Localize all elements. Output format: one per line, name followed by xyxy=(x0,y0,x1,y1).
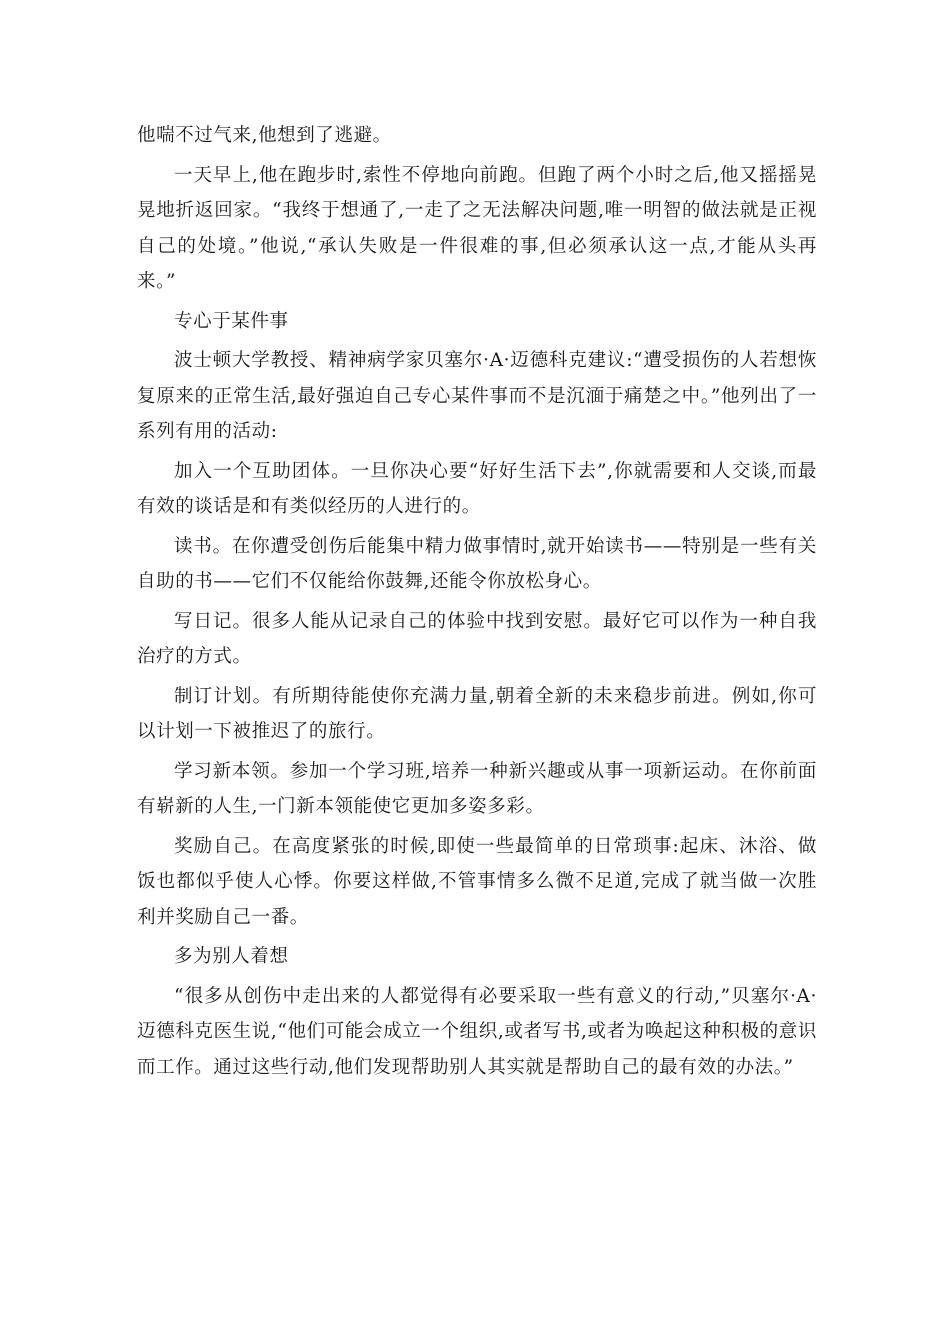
paragraph: 制订计划。有所期待能使你充满力量,朝着全新的未来稳步前进。例如,你可以计划一下被推迟了的旅行。 xyxy=(137,685,817,742)
paragraph: 奖励自己。在高度紧张的时候,即使一些最简单的日常琐事:起床、沐浴、做饭也都似乎使人心悸。你要这样做,不管事情多么微不足道,完成了就当做一次胜利并奖励自己一番。 xyxy=(137,835,817,928)
paragraph: 学习新本领。参加一个学习班,培养一种新兴趣或从事一项新运动。在你前面有崭新的人生,一门新本领能使它更加多姿多彩。 xyxy=(137,760,817,817)
paragraph: 加入一个互助团体。一旦你决心要“好好生活下去”,你就需要和人交谈,而最有效的谈话是和有类似经历的人进行的。 xyxy=(137,460,817,517)
paragraph: 他喘不过气来,他想到了逃避。 xyxy=(137,125,392,146)
paragraph: 一天早上,他在跑步时,索性不停地向前跑。但跑了两个小时之后,他又摇摇晃晃地折返回家。“我终于想通了,一走了之无法解决问题,唯一明智的做法就是正视自己的处境。”他说,“承认失败是一件很难的事,但必须承认这一点,才能从头再来。” xyxy=(137,164,817,292)
paragraph: 读书。在你遭受创伤后能集中精力做事情时,就开始读书——特别是一些有关自助的书——它们不仅能给你鼓舞,还能令你放松身心。 xyxy=(137,535,817,592)
document-body xyxy=(137,118,817,1089)
section-heading: 多为别人着想 xyxy=(174,946,289,967)
section-heading: 专心于某件事 xyxy=(174,310,289,332)
paragraph: “很多从创伤中走出来的人都觉得有必要采取一些有意义的行动,”贝塞尔·A·迈德科克医生说,“他们可能会成立一个组织,或者写书,或者为唤起这种积极的意识而工作。通过这些行动,他们发现帮助别人其实就是帮助自己的最有效的办法。” xyxy=(137,985,817,1078)
paragraph: 写日记。很多人能从记录自己的体验中找到安慰。最好它可以作为一种自我治疗的方式。 xyxy=(137,610,817,667)
paragraph: 波士顿大学教授、精神病学家贝塞尔·A·迈德科克建议:“遭受损伤的人若想恢复原来的正常生活,最好强迫自己专心某件事而不是沉湎于痛楚之中。”他列出了一系列有用的活动: xyxy=(137,350,817,442)
